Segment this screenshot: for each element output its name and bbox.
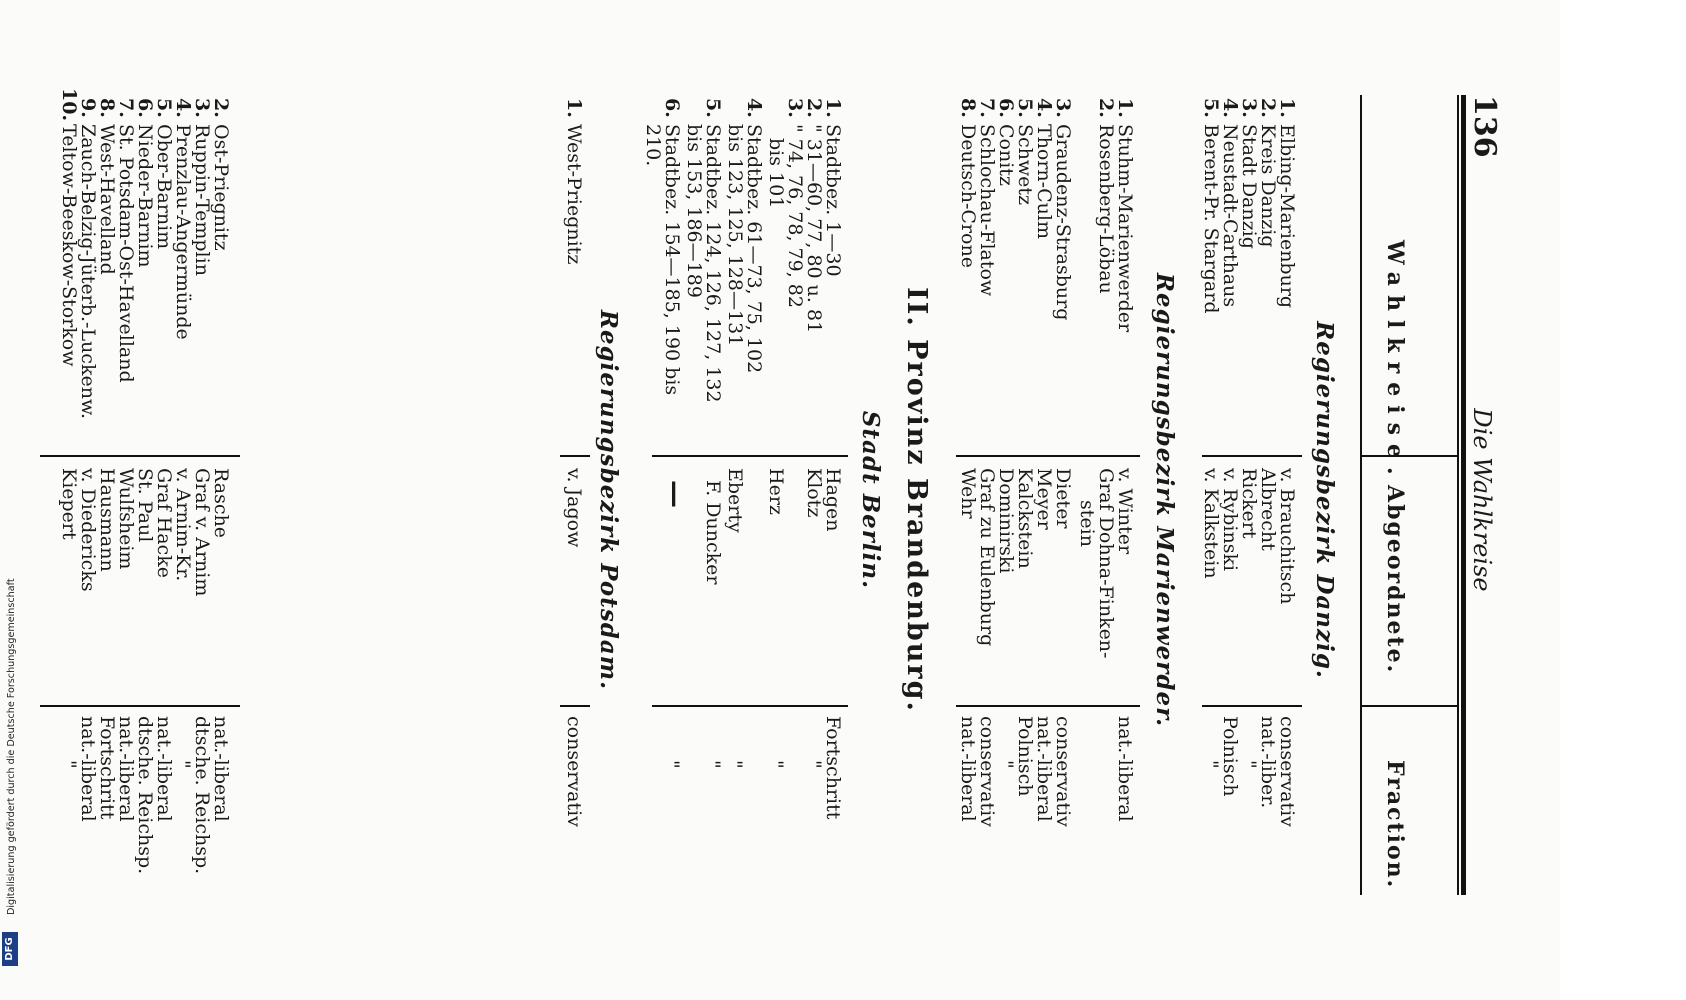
potsdam-row-4: 4.Prenzlau-Angermünde bbox=[172, 98, 194, 340]
potsdam-row-3: 3.Ruppin-Templin bbox=[191, 98, 213, 276]
potsdam-row-10: 10.Teltow-Beeskow-Storkow bbox=[58, 88, 80, 367]
danzig-row-3: 3.Stadt Danzig bbox=[1238, 98, 1260, 249]
marienwerder-deputy-2-cont: stein bbox=[1076, 500, 1098, 547]
marienwerder-row-2: 2.Rosenberg-Löbau bbox=[1095, 98, 1117, 294]
berlin-fraction-3: " bbox=[765, 760, 787, 769]
marienwerder-divider-1 bbox=[956, 455, 1140, 457]
marienwerder-fraction-1: nat.-liberal bbox=[1114, 716, 1136, 822]
potsdam-row-5: 5.Ober-Barnim bbox=[153, 98, 175, 250]
potsdam-deputy-8: Hausmann bbox=[96, 468, 118, 572]
potsdam-fraction-7: nat.-liberal bbox=[115, 716, 137, 822]
marienwerder-fraction-7: conservativ bbox=[976, 716, 998, 827]
potsdam-row-1: 1.West-Priegnitz bbox=[563, 98, 585, 265]
potsdam-fraction-3: dtsche. Reichsp. bbox=[191, 716, 213, 875]
potsdam-divider-1b bbox=[40, 455, 240, 457]
page-number: 136 bbox=[1467, 95, 1502, 158]
marienwerder-deputy-3: Dieter bbox=[1052, 468, 1074, 529]
potsdam-divider-2b bbox=[40, 705, 240, 707]
berlin-row-5-cont: bis 153, 186—189 bbox=[683, 124, 705, 298]
marienwerder-deputy-8: Wehr bbox=[957, 468, 979, 519]
potsdam-fraction-8: Fortschritt bbox=[96, 716, 118, 820]
potsdam-row-7: 7.St. Potsdam-Ost-Havelland bbox=[115, 98, 137, 383]
potsdam-deputy-4: v. Arnim-Kr. bbox=[172, 468, 194, 582]
danzig-deputy-5: v. Kalkstein bbox=[1200, 468, 1222, 579]
header-rule-thick bbox=[1461, 95, 1466, 895]
running-head: Die Wahlkreise bbox=[1468, 408, 1496, 592]
section-heading-danzig: Regierungsbezirk Danzig. bbox=[1311, 321, 1338, 679]
danzig-deputy-3: Rickert bbox=[1238, 468, 1260, 539]
marienwerder-deputy-2: Graf Dohna-Finken- bbox=[1095, 468, 1117, 659]
marienwerder-row-3: 3.Graudenz-Strasburg bbox=[1052, 98, 1074, 321]
berlin-row-1: 1.Stadtbez. 1—30 bbox=[822, 98, 844, 277]
marienwerder-deputy-7: Graf zu Eulenburg bbox=[976, 468, 998, 647]
section-heading-potsdam: Regierungsbezirk Potsdam. bbox=[595, 309, 622, 691]
scanned-page-continued bbox=[0, 0, 240, 1000]
berlin-fraction-1: Fortschritt bbox=[822, 716, 844, 820]
danzig-row-1: 1.Elbing-Marienburg bbox=[1276, 98, 1298, 309]
potsdam-row-2: 2.Ost-Priegnitz bbox=[210, 98, 232, 251]
danzig-fraction-2: nat.-liber. bbox=[1257, 716, 1279, 809]
danzig-deputy-2: Albrecht bbox=[1257, 468, 1279, 551]
marienwerder-row-8: 8.Deutsch-Crone bbox=[957, 98, 979, 268]
digitization-credit bbox=[0, 560, 20, 1000]
potsdam-row-6: 6.Nieder-Barnim bbox=[134, 98, 156, 268]
column-header-abgeordnete: Abgeordnete. bbox=[1382, 485, 1408, 675]
marienwerder-fraction-4: nat.-liberal bbox=[1033, 716, 1055, 822]
berlin-divider-1 bbox=[652, 455, 848, 457]
section-heading-berlin: Stadt Berlin. bbox=[857, 410, 884, 590]
marienwerder-row-5: 5.Schwetz bbox=[1014, 98, 1036, 206]
marienwerder-fraction-6: " bbox=[995, 760, 1017, 769]
dfg-logo: DFG bbox=[2, 932, 18, 966]
potsdam-fraction-9: nat.-liberal bbox=[77, 716, 99, 822]
potsdam-divider-1 bbox=[560, 455, 590, 457]
potsdam-fraction-10: " bbox=[58, 760, 80, 769]
danzig-row-5: 5.Berent-Pr. Stargard bbox=[1200, 98, 1222, 314]
potsdam-fraction-4: " bbox=[172, 760, 194, 769]
marienwerder-fraction-5: Polnisch bbox=[1014, 716, 1036, 797]
danzig-divider-2 bbox=[1202, 705, 1302, 707]
danzig-fraction-3: " bbox=[1238, 760, 1260, 769]
potsdam-row-8: 8.West-Havelland bbox=[96, 98, 118, 275]
potsdam-divider-2 bbox=[560, 705, 590, 707]
berlin-fraction-5: " bbox=[702, 760, 724, 769]
header-divider-2 bbox=[1362, 705, 1458, 707]
berlin-row-6-cont: 210. bbox=[642, 124, 664, 167]
potsdam-deputy-5: Graf Hacke bbox=[153, 468, 175, 578]
danzig-fraction-5: " bbox=[1200, 760, 1222, 769]
potsdam-deputy-2: Rasche bbox=[210, 468, 232, 538]
danzig-row-4: 4.Neustadt-Carthaus bbox=[1219, 98, 1241, 308]
berlin-fraction-2: " bbox=[803, 760, 825, 769]
danzig-deputy-1: v. Brauchitsch bbox=[1276, 468, 1298, 605]
berlin-deputy-4: Eberty bbox=[724, 468, 746, 533]
danzig-divider-1 bbox=[1202, 455, 1302, 457]
berlin-row-4-cont: bis 123, 125, 128—131 bbox=[724, 124, 746, 347]
berlin-fraction-6: " bbox=[661, 760, 683, 769]
header-rule-thin bbox=[1457, 95, 1459, 895]
danzig-deputy-4: v. Rybinski bbox=[1219, 468, 1241, 572]
marienwerder-row-1: 1.Stuhm-Marienwerder bbox=[1114, 98, 1136, 333]
marienwerder-deputy-6: Dominirski bbox=[995, 468, 1017, 574]
danzig-row-2: 2.Kreis Danzig bbox=[1257, 98, 1279, 248]
potsdam-deputy-3: Graf v. Arnim bbox=[191, 468, 213, 597]
marienwerder-row-6: 6.Conitz bbox=[995, 98, 1017, 186]
column-header-wahlkreise: Wahlkreise. bbox=[1382, 240, 1408, 484]
danzig-fraction-4: Polnisch bbox=[1219, 716, 1241, 797]
potsdam-fraction-1: conservativ bbox=[563, 716, 585, 827]
marienwerder-deputy-4: Meyer bbox=[1033, 468, 1055, 530]
marienwerder-deputy-1: v. Winter bbox=[1114, 468, 1136, 555]
potsdam-fraction-6: dtsche. Reichsp. bbox=[134, 716, 156, 875]
potsdam-fraction-5: nat.-liberal bbox=[153, 716, 175, 822]
berlin-row-6: 6.Stadtbez. 154—185, 190 bis bbox=[661, 98, 683, 396]
potsdam-row-9: 9.Zauch-Belzig-Jüterb.-Luckenw. bbox=[77, 98, 99, 419]
section-heading-marienwerder: Regierungsbezirk Marienwerder. bbox=[1151, 272, 1178, 728]
berlin-row-3-cont: bis 101 bbox=[765, 138, 787, 209]
potsdam-deputy-7: Wulfsheim bbox=[115, 468, 137, 570]
berlin-row-5: 5.Stadtbez. 124, 126, 127, 132 bbox=[702, 98, 724, 403]
marienwerder-divider-2 bbox=[956, 705, 1140, 707]
marienwerder-row-4: 4.Thorn-Culm bbox=[1033, 98, 1055, 239]
potsdam-deputy-6: St. Paul bbox=[134, 468, 156, 543]
berlin-row-3: 3." 74, 76, 78, 79, 82 bbox=[784, 98, 806, 308]
berlin-deputy-6: — bbox=[659, 480, 692, 508]
berlin-row-2: 2." 31—60, 77, 80 u. 81 bbox=[803, 98, 825, 334]
potsdam-fraction-2: nat.-liberal bbox=[210, 716, 232, 822]
section-heading-brandenburg: II. Provinz Brandenburg. bbox=[901, 287, 932, 713]
berlin-row-4: 4.Stadtbez. 61—73, 75, 102 bbox=[743, 98, 765, 374]
marienwerder-deputy-5: Kalckstein bbox=[1014, 468, 1036, 569]
berlin-deputy-5: F. Duncker bbox=[702, 480, 724, 585]
danzig-fraction-1: conservativ bbox=[1276, 716, 1298, 827]
potsdam-deputy-9: v. Diedericks bbox=[77, 468, 99, 592]
berlin-deputy-3: Herz bbox=[765, 468, 787, 515]
credit-text: Digitalisierung gefördert durch die Deutsche Forschungsgemeinschaft bbox=[6, 578, 17, 915]
marienwerder-fraction-8: nat.-liberal bbox=[957, 716, 979, 822]
header-rule-bottom bbox=[1360, 95, 1362, 895]
marienwerder-fraction-3: conservativ bbox=[1052, 716, 1074, 827]
berlin-deputy-2: Klotz bbox=[803, 468, 825, 518]
header-divider-1 bbox=[1362, 455, 1458, 457]
marienwerder-row-7: 7.Schlochau-Flatow bbox=[976, 98, 998, 297]
column-header-fraction: Fraction. bbox=[1382, 760, 1408, 890]
berlin-fraction-4: " bbox=[724, 760, 746, 769]
berlin-divider-2 bbox=[652, 705, 848, 707]
potsdam-deputy-10: Kiepert bbox=[58, 468, 80, 540]
potsdam-deputy-1: v. Jagow bbox=[563, 468, 585, 548]
berlin-deputy-1: Hagen bbox=[822, 468, 844, 532]
